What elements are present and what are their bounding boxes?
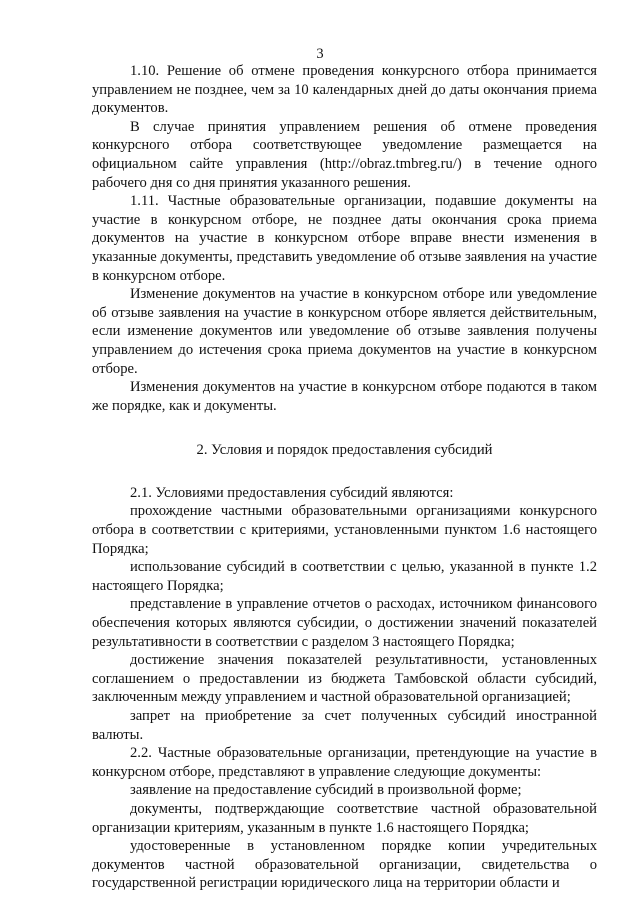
paragraph-1-10: 1.10. Решение об отмене проведения конкурсного отбора принимается управлением не позднее, чем за 10 календарных дней до даты окончания приема документов. xyxy=(92,63,597,117)
paragraph-1-11: 1.11. Частные образовательные организации, подавшие документы на участие в конкурсном отборе, не позднее даты окончания срока приема документов на участие в конкурсном отборе вправе внести изменения в указанные документы, представить уведомление об отзыве заявления на участие в конкурсном отборе. xyxy=(92,193,597,284)
paragraph-2-1: 2.1. Условиями предоставления субсидий являются: xyxy=(130,484,454,501)
list-item-document-application: заявление на предоставление субсидий в произвольной форме; xyxy=(130,782,522,799)
list-item-condition-indicators: достижение значения показателей результативности, установленных соглашением о предоставлении из бюджета Тамбовской области субсидий, заключенным между управлением и частной образовательной организацией; xyxy=(92,652,597,706)
list-item-document-criteria: документы, подтверждающие соответствие частной образовательной организации критериям, указанным в пункте 1.6 настоящего Порядка; xyxy=(92,800,597,836)
list-item-condition-selection: прохождение частными образовательными организациями конкурсного отбора в соответствии с критериями, установленными пунктом 1.6 настоящего Порядка; xyxy=(92,503,597,557)
list-item-document-copies: удостоверенные в установленном порядке копии учредительных документов частной образовательной организации, свидетельства о государственной регистрации юридического лица на территории области и xyxy=(92,838,597,892)
paragraph-cancellation-notice: В случае принятия управлением решения об отмене проведения конкурсного отбора соответствующее уведомление размещается на официальном сайте управления (http://obraz.tmbreg.ru/) в течение одного рабочего дня со дня принятия указанного решения. xyxy=(92,118,597,191)
list-item-condition-reports: представление в управление отчетов о расходах, источником финансового обеспечения которых являются субсидии, о достижении значений показателей результативности в соответствии с разделом 3 настоящего Порядка; xyxy=(92,596,597,650)
page-number: 3 xyxy=(316,46,324,62)
list-item-condition-usage: использование субсидий в соответствии с целью, указанной в пункте 1.2 настоящего Порядка; xyxy=(92,559,597,594)
paragraph-2-2: 2.2. Частные образовательные организации, претендующие на участие в конкурсном отборе, представляют в управление следующие документы: xyxy=(92,745,597,780)
section-heading: 2. Условия и порядок предоставления субсидий xyxy=(196,442,493,459)
paragraph-changes-order: Изменения документов на участие в конкурсном отборе подаются в таком же порядке, как и документы. xyxy=(92,379,597,414)
document-body xyxy=(92,62,597,893)
paragraph-changes-validity: Изменение документов на участие в конкурсном отборе или уведомление об отзыве заявления на участие в конкурсном отборе является действительным, если изменение документов или уведомление об отзыве заявления получены управлением до истечения срока приема документов на участие в конкурсном отборе. xyxy=(92,286,597,377)
list-item-condition-currency-ban: запрет на приобретение за счет полученных субсидий иностранной валюты. xyxy=(92,708,597,743)
